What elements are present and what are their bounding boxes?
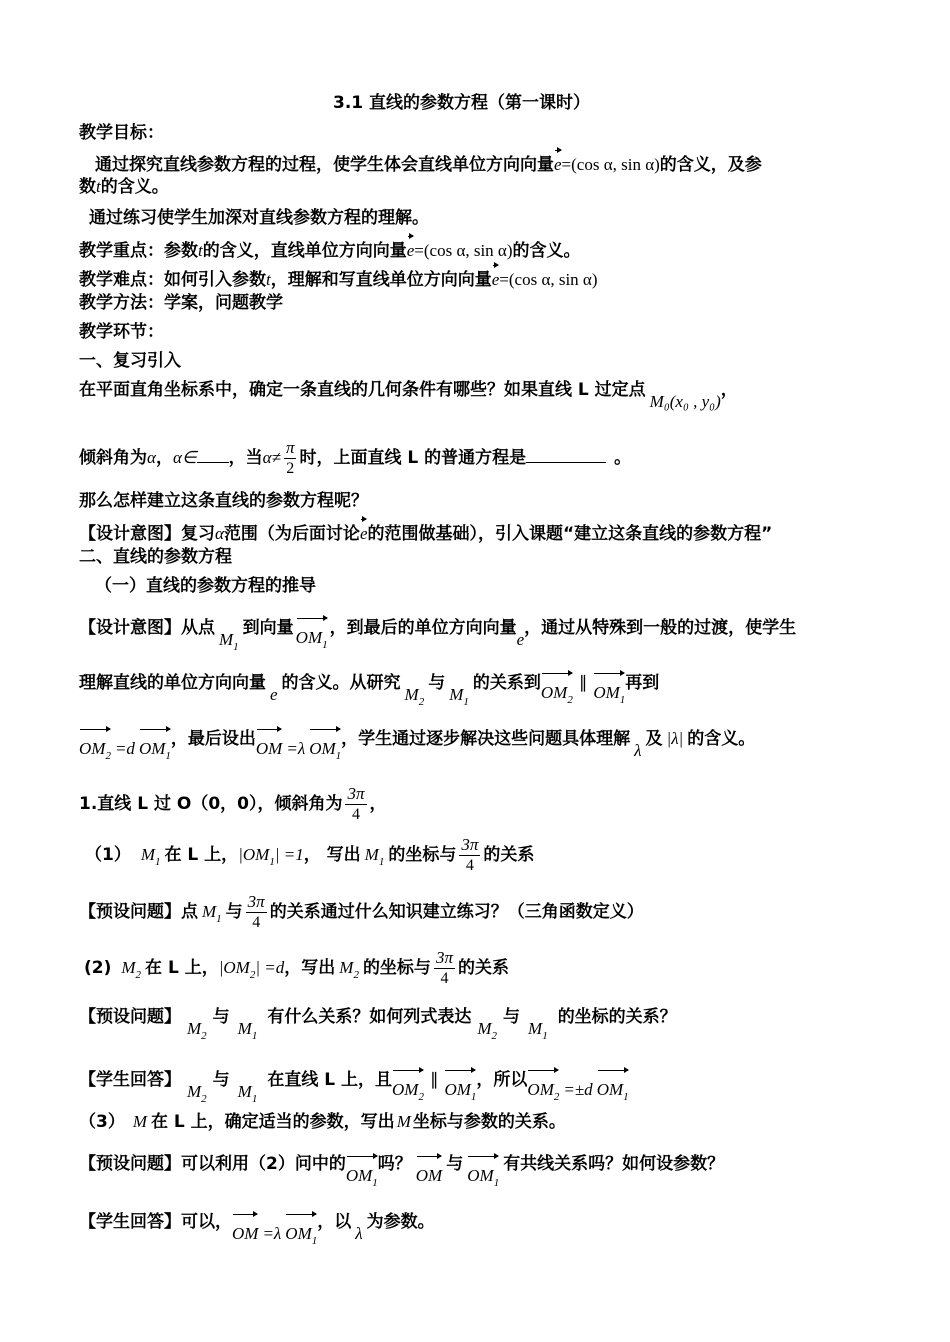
difficulty: 教学难点：如何引入参数t，理解和写直线单位方向向量e=(cos α, sin α) (79, 262, 598, 292)
design-intent-2: 【设计意图】从点$M_1$到向量 $OM_1$，到最后的单位方向向量e，通过从特殊到一般的过渡，使学生 (79, 605, 796, 647)
student-answer-2: 【学生回答】可以，OM =λ $OM_1$，以λ为参数。 (79, 1199, 435, 1241)
section-2-subheading: （一）直线的参数方程的推导 (95, 576, 316, 596)
review-question-1: 在平面直角坐标系中，确定一条直线的几何条件有哪些？如果直线 L 过定点M₀(x₀ , y₀)， (79, 380, 738, 411)
design-intent-1: 【设计意图】复习α范围（为后面讨论e的范围做基础），引入课题“建立这条直线的参数方程” (79, 516, 772, 546)
key-points: 教学重点：参数t的含义，直线单位方向向量e=(cos α, sin α)的含义。 (79, 233, 581, 263)
objective-2: 通过练习使学生加深对直线参数方程的理解。 (89, 208, 429, 228)
preset-question-3: 【预设问题】可以利用（2）问中的$OM_1$吗？OM与$OM_1$有共线关系吗？如何设参数？ (79, 1141, 724, 1183)
review-question-3: 那么怎样建立这条直线的参数方程呢？ (79, 491, 368, 511)
problem-1-part-1: （1） $M_1$ 在 L 上，$|OM_1| =1$， 写出 $M_1$ 的坐标与 $\frac{3\pi}{4}$ 的关系 (85, 834, 535, 874)
problem-1-part-2: (2) $M_2$ 在 L 上，$|OM_2| =d$，写出 $M_2$ 的坐标与 $\frac{3\pi}{4}$ 的关系 (84, 947, 509, 987)
teaching-method: 教学方法：学案，问题教学 (79, 293, 283, 313)
objective-1-line: 通过探究直线参数方程的过程，使学生体会直线单位方向向量e=(cos α, sin α)的含义，及参 (95, 147, 762, 177)
teaching-process: 教学环节： (79, 322, 164, 342)
objective-1-cont: 数t的含义。 (79, 177, 169, 197)
section-1-heading: 一、复习引入 (79, 351, 181, 371)
objectives-label: 教学目标： (79, 123, 164, 143)
review-question-2: 倾斜角为α，α∈ ，当α≠ $\frac{\pi}{2}$ 时，上面直线 L 的普通方程是 。 (79, 437, 632, 477)
design-intent-3: 理解直线的单位方向向量e的含义。从研究$M_2$与$M_1$的关系到$OM_2\parallel OM_1$再到 (79, 660, 659, 702)
problem-1-part-3: （3） M 在 L 上，确定适当的参数，写出 M 坐标与参数的关系。 (79, 1112, 566, 1132)
range-blank (197, 462, 229, 463)
page-title: 3.1 直线的参数方程（第一课时） (333, 93, 591, 113)
preset-question-1: 【预设问题】点 $M_1$ 与 $\frac{3\pi}{4}$ 的关系通过什么知识建立练习？（三角函数定义） (79, 891, 644, 931)
student-answer-1: 【学生回答】$M_2$与$M_1$在直线 L 上，且$OM_2\parallel OM_1$，所以$OM_2 =\pm d$ $OM_1$ (79, 1057, 629, 1099)
preset-question-2: 【预设问题】$M_2$与$M_1$有什么关系？如何列式表达$M_2$与$M_1$的坐标的关系？ (79, 1007, 677, 1042)
design-intent-4: $OM_2 =d$ $OM_1$，最后设出OM =λ $OM_1$，学生通过逐步解决这些问题具体理解λ及 |λ| 的含义。 (79, 716, 755, 758)
equation-blank (526, 462, 606, 463)
section-2-heading: 二、直线的参数方程 (79, 547, 232, 567)
problem-1-statement: 1.直线 L 过 O（0，0），倾斜角为 $\frac{3\pi}{4}$ ， (79, 783, 387, 823)
